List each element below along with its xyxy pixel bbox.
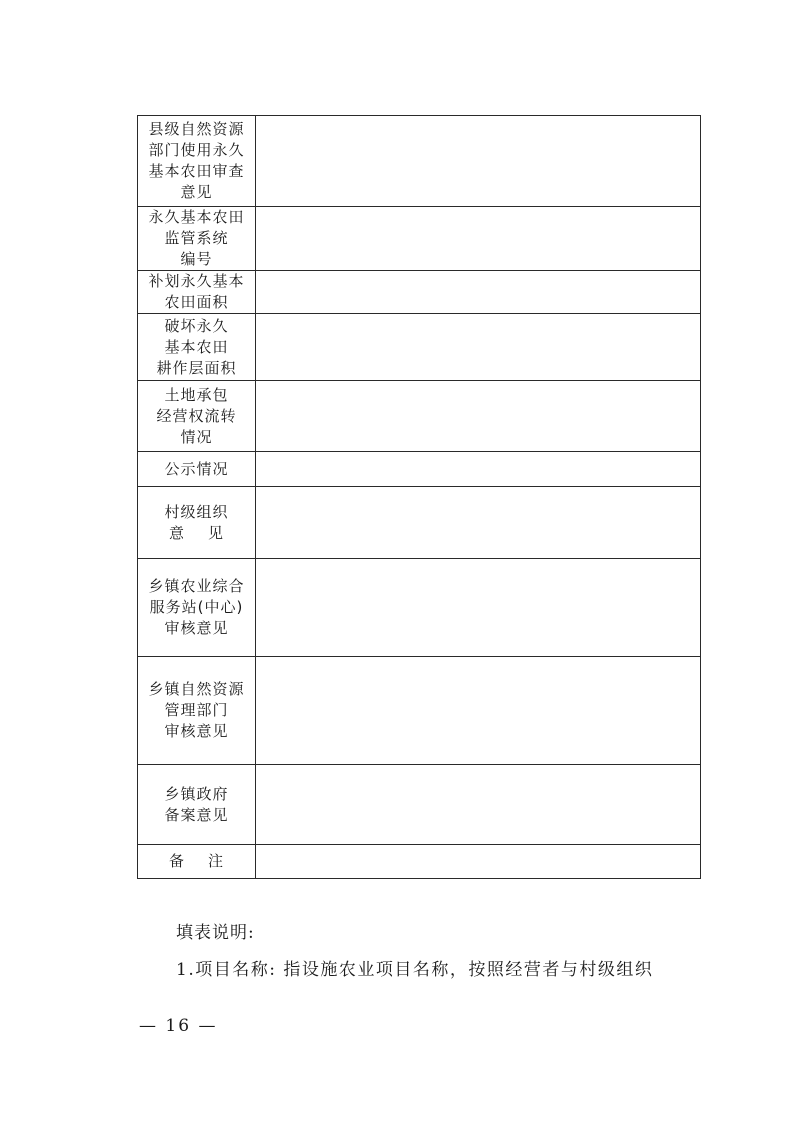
row-monitoring-number	[138, 207, 701, 271]
field-village-opinion[interactable]	[256, 487, 701, 559]
row-remarks	[138, 845, 701, 879]
label-town-gov-filing: 乡镇政府 备案意见	[138, 765, 256, 845]
row-town-resource-review	[138, 657, 701, 765]
row-village-opinion	[138, 487, 701, 559]
notes-title: 填表说明:	[176, 923, 255, 943]
field-agri-station-review[interactable]	[256, 559, 701, 657]
field-county-review[interactable]	[256, 116, 701, 207]
field-damaged-area[interactable]	[256, 314, 701, 381]
row-public-notice	[138, 452, 701, 487]
label-remarks: 备 注	[138, 845, 256, 879]
label-public-notice: 公示情况	[138, 452, 256, 487]
field-monitoring-number[interactable]	[256, 207, 701, 271]
notes-item-1: 1.项目名称: 指设施农业项目名称，按照经营者与村级组织	[176, 960, 654, 980]
row-land-transfer	[138, 381, 701, 452]
row-damaged-area	[138, 314, 701, 381]
label-town-resource-review: 乡镇自然资源 管理部门 审核意见	[138, 657, 256, 765]
field-remarks[interactable]	[256, 845, 701, 879]
row-county-review	[138, 116, 701, 207]
label-village-opinion: 村级组织 意 见	[138, 487, 256, 559]
label-damaged-area: 破坏永久 基本农田 耕作层面积	[138, 314, 256, 381]
row-agri-station-review	[138, 559, 701, 657]
label-agri-station-review: 乡镇农业综合 服务站(中心) 审核意见	[138, 559, 256, 657]
approval-form-table	[137, 115, 701, 879]
label-land-transfer: 土地承包 经营权流转 情况	[138, 381, 256, 452]
field-town-resource-review[interactable]	[256, 657, 701, 765]
label-county-review: 县级自然资源 部门使用永久 基本农田审查 意见	[138, 116, 256, 207]
field-land-transfer[interactable]	[256, 381, 701, 452]
label-supplement-area: 补划永久基本 农田面积	[138, 271, 256, 314]
label-monitoring-number: 永久基本农田 监管系统 编号	[138, 207, 256, 271]
row-supplement-area	[138, 271, 701, 314]
field-public-notice[interactable]	[256, 452, 701, 487]
field-town-gov-filing[interactable]	[256, 765, 701, 845]
field-supplement-area[interactable]	[256, 271, 701, 314]
page-number: — 16 —	[139, 1016, 218, 1036]
row-town-gov-filing	[138, 765, 701, 845]
